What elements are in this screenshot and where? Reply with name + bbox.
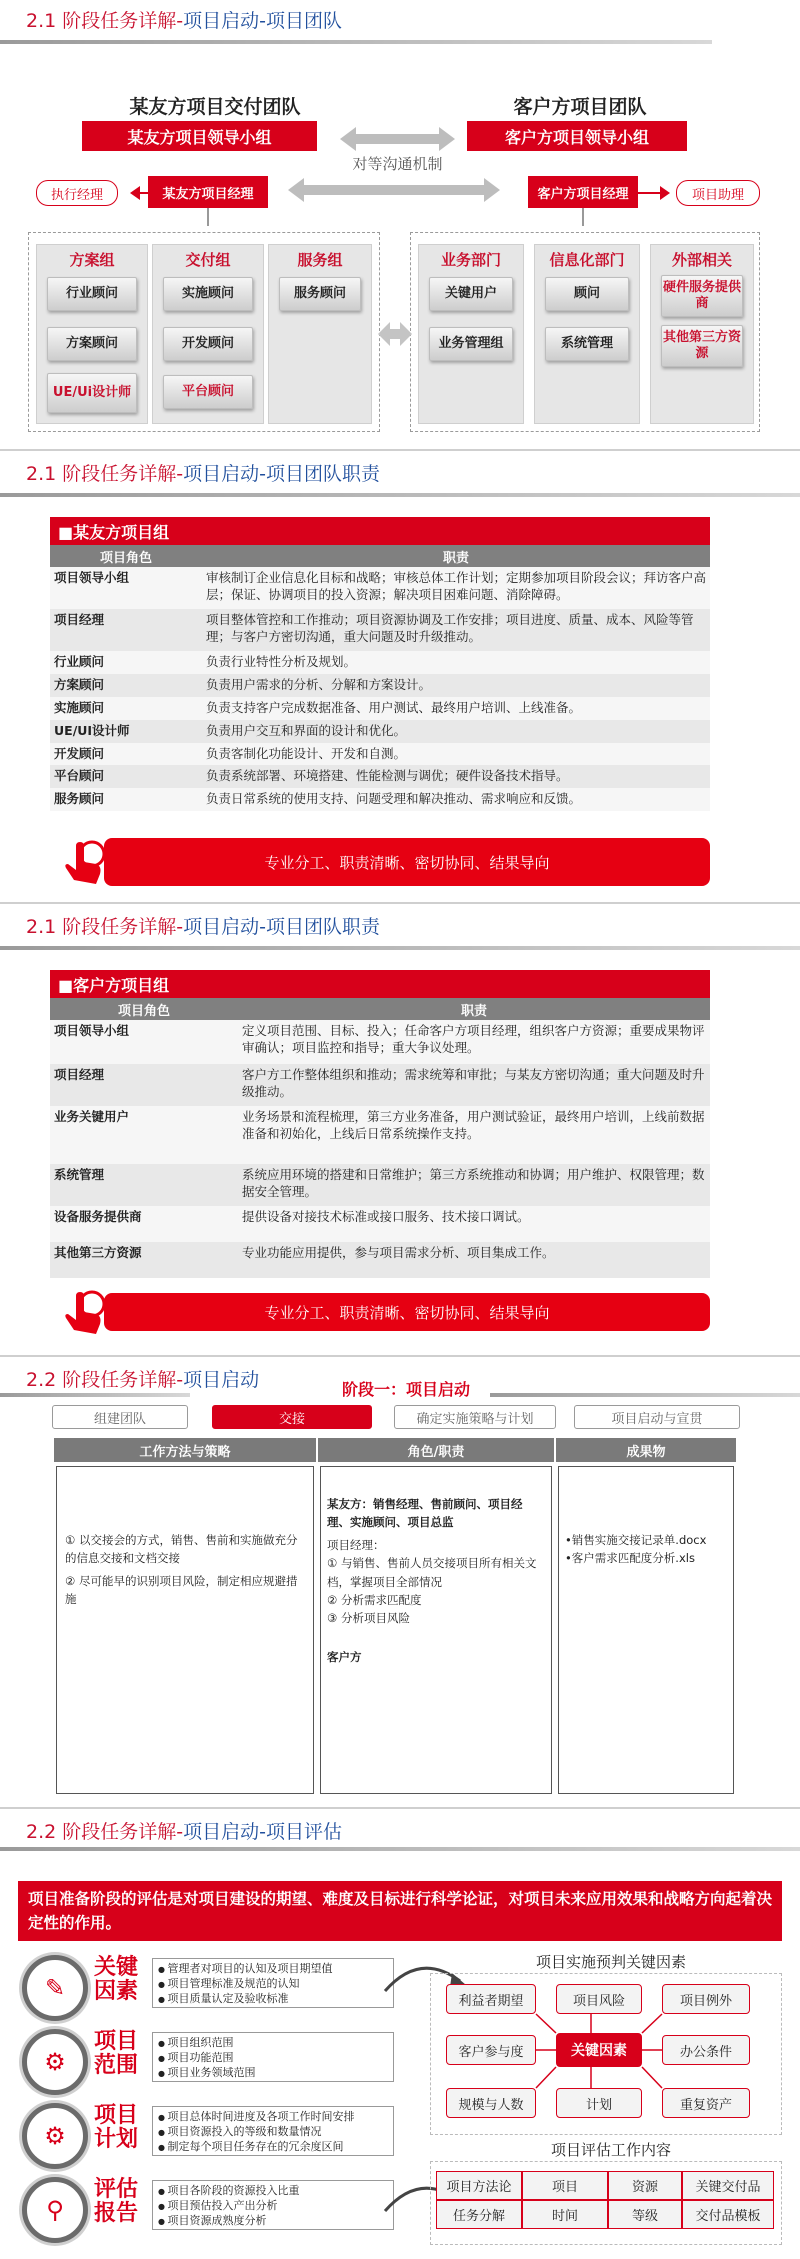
roles-pm-label: 项目经理： [327,1537,385,1552]
group-column [36,244,148,424]
role-box: 开发顾问 [163,327,253,361]
role-box: 行业顾问 [47,277,137,311]
group-bar: ■某友方项目组 [50,517,710,545]
slide-client-duties [0,906,800,1357]
group-title: 业务部门 [440,251,501,269]
client-pm: 客户方项目经理 [528,176,638,208]
duty-cell: 业务场景和流程梳理，第三方业务准备，用户测试验证，最终用户培训，上线前数据准备和初始化，上线后日常系统操作支持。 [238,1106,710,1164]
duty-table [50,998,710,1278]
role-box: 顾问 [545,277,629,311]
group-column [650,244,754,424]
double-arrow-icon [340,127,455,151]
connector [207,208,209,226]
table-row [50,1164,710,1206]
duty-cell: 负责行业特性分析及规划。 [202,651,710,674]
table-row [50,1242,710,1278]
item-label: 项目范围 [93,2029,138,2079]
title-underline [0,946,800,950]
table-header: 职责 [238,998,710,1020]
column-header: 工作方法与策略 [54,1438,316,1462]
item-bullets: ● 项目组织范围 ● 项目功能范围 ● 项目业务领域范围 [152,2032,394,2082]
item-bullets: ● 管理者对项目的认知及项目期望值 ● 项目管理标准及规范的认知 ● 项目质量认定及验收标准 [152,1958,394,2008]
outputs-pane [558,1466,734,1794]
slide-title: 2.2 阶段任务详解-项目启动-项目评估 [26,1821,342,1843]
duty-cell: 负责用户交互和界面的设计和优化。 [202,720,710,743]
eval-cell: 关键交付品 [682,2171,774,2200]
group-column [534,244,640,424]
eval-cell: 任务分解 [436,2200,522,2229]
key-factor: 客户参与度 [446,2035,536,2065]
group-title: 交付组 [185,251,231,269]
table-row [50,1020,710,1064]
group-bar: ■客户方项目组 [50,970,710,998]
role-cell: 系统管理 [50,1164,238,1206]
table-row [50,697,710,720]
column-header: 角色/职责 [318,1438,554,1462]
item-label: 项目计划 [93,2103,138,2153]
step-strategy: 确定实施策略与计划 [394,1405,556,1429]
role-cell: 行业顾问 [50,651,202,674]
duty-cell: 系统应用环境的搭建和日常维护；第三方系统推动和协调；用户维护、权限管理；数据安全管理。 [238,1164,710,1206]
table-row [50,651,710,674]
role-cell: 平台顾问 [50,765,202,788]
key-factor: 计划 [556,2088,642,2118]
methods-pane [56,1466,314,1794]
duty-cell: 审核制订企业信息化目标和战略；审核总体工作计划；定期参加项目阶段会议；拜访客户高层；保证、协调项目的投入资源；解决项目困难问题、消除障碍。 [202,567,710,609]
double-arrow-icon [288,178,500,202]
connector [138,192,148,194]
slide-evaluation [0,1811,800,2259]
key-factor: 办公条件 [662,2035,750,2065]
role-box: 系统管理 [545,327,629,361]
role-cell: 项目经理 [50,1064,238,1106]
method-item: ② 尽可能早的识别项目风险，制定相应规避措施 [65,1573,298,1607]
plan-icon: ⚙ [22,2103,88,2169]
communication-label: 对等沟通机制 [352,155,443,173]
output-item: •销售实施交接记录单.docx [565,1533,707,1547]
table-row [50,1064,710,1106]
step-build-team: 组建团队 [52,1405,188,1429]
title-underline [0,493,800,497]
key-factors-icon: ✎ [22,1955,88,2021]
report-icon: ⚲ [22,2177,88,2243]
vendor-pm: 某友方项目经理 [148,176,268,208]
roles-client-label: 客户方 [327,1649,362,1664]
table-row [50,765,710,788]
table-row [50,1106,710,1164]
role-cell: 实施顾问 [50,697,202,720]
title-underline [0,40,712,44]
key-factor-core: 关键因素 [556,2033,642,2067]
group-column [268,244,372,424]
client-team-title: 客户方项目团队 [513,96,647,118]
group-title: 信息化部门 [549,251,625,269]
key-factor: 项目风险 [556,1984,642,2014]
roles-vendor-title: 某友方：销售经理、售前顾问、项目经理、实施顾问、项目总监 [327,1497,523,1530]
table-row [50,743,710,766]
role-box: 实施顾问 [163,277,253,311]
table-row [50,674,710,697]
title-underline [490,1393,800,1397]
role-cell: 项目经理 [50,609,202,651]
eval-cell: 交付品模板 [682,2200,774,2229]
eval-cell: 项目 [522,2171,608,2200]
step-handover: 交接 [212,1405,372,1429]
item-label: 评估报告 [93,2177,138,2227]
table-header: 项目角色 [50,545,202,567]
item-bullets: ● 项目总体时间进度及各项工作时间安排 ● 项目资源投入的等级和数量情况 ● 制定每个项目任务存在的冗余度区间 [152,2106,394,2156]
client-leader-group: 客户方项目领导小组 [467,121,687,151]
arrow-icon [660,186,670,200]
duty-cell: 项目整体管控和工作推动；项目资源协调及工作安排；项目进度、质量、成本、风险等管理；与客户方密切沟通，重大问题及时升级推动。 [202,609,710,651]
role-box: 硬件服务提供商 [661,275,743,317]
key-factor: 利益者期望 [446,1984,536,2014]
table-row [50,1206,710,1242]
hand-pointer-icon [56,834,110,888]
role-item: ① 与销售、售前人员交接项目所有相关文档，掌握项目全部情况 [327,1556,537,1589]
table-row [50,567,710,609]
duty-cell: 负责系统部署、环境搭建、性能检测与调优；硬件设备技术指导。 [202,765,710,788]
role-cell: 业务关键用户 [50,1106,238,1164]
step-kickoff: 项目启动与宣贯 [574,1405,740,1429]
key-factor: 重复资产 [662,2088,750,2118]
role-cell: 项目领导小组 [50,567,202,609]
role-item: ② 分析需求匹配度 [327,1592,422,1607]
slide-handover [0,1359,800,1809]
connector [638,192,660,194]
double-arrow-icon [378,320,412,348]
roles-pane [320,1466,552,1794]
eval-cell: 时间 [522,2200,608,2229]
evaluation-banner: 项目准备阶段的评估是对项目建设的期望、难度及目标进行科学论证，对项目未来应用效果和战略方向起着决定性的作用。 [18,1881,782,1941]
scope-icon: ⚙ [22,2029,88,2095]
role-box: 服务顾问 [279,277,361,311]
role-box: 业务管理组 [429,327,513,361]
key-factors-title: 项目实施预判关键因素 [535,1953,686,1971]
duty-cell: 负责用户需求的分析、分解和方案设计。 [202,674,710,697]
connector-lines [430,1973,782,2135]
role-item: ③ 分析项目风险 [327,1611,410,1626]
table-row [50,720,710,743]
role-cell: 开发顾问 [50,743,202,766]
eval-cell: 等级 [608,2200,682,2229]
slide-title: 2.2 阶段任务详解-项目启动 [26,1369,260,1391]
table-header: 项目角色 [50,998,238,1020]
role-cell: 方案顾问 [50,674,202,697]
vendor-leader-group: 某友方项目领导小组 [82,121,317,151]
eval-cell: 资源 [608,2171,682,2200]
group-title: 方案组 [69,251,115,269]
column-header: 成果物 [556,1438,736,1462]
slide-project-team [0,0,800,451]
role-cell: 服务顾问 [50,788,202,811]
exec-manager: 执行经理 [36,180,118,206]
vendor-team-title: 某友方项目交付团队 [129,96,301,118]
item-bullets: ● 项目各阶段的资源投入比重 ● 项目预估投入产出分析 ● 项目资源成熟度分析 [152,2180,394,2230]
duty-cell: 负责支持客户完成数据准备、用户测试、最终用户培训、上线准备。 [202,697,710,720]
duty-cell: 定义项目范围、目标、投入；任命客户方项目经理，组织客户方资源；重要成果物评审确认；项目监控和指导；重大争议处理。 [238,1020,710,1064]
item-label: 关键因素 [93,1955,138,2005]
table-header: 职责 [202,545,710,567]
project-assistant: 项目助理 [676,180,760,206]
role-box: 关键用户 [429,277,513,311]
table-row [50,609,710,651]
slide-title: 2.1 阶段任务详解-项目启动-项目团队 [26,10,342,32]
duty-cell: 客户方工作整体组织和推动；需求统筹和审批；与某友方密切沟通；重大问题及时升级推动。 [238,1064,710,1106]
output-item: •客户需求匹配度分析.xls [565,1551,695,1566]
eval-title: 项目评估工作内容 [550,2141,671,2159]
role-cell: 设备服务提供商 [50,1206,238,1242]
role-cell: 其他第三方资源 [50,1242,238,1278]
role-cell: 项目领导小组 [50,1020,238,1064]
key-factor: 规模与人数 [446,2088,536,2118]
footer-bar: 专业分工、职责清晰、密切协同、结果导向 [104,838,710,886]
group-column [152,244,264,424]
duty-table [50,545,710,811]
slide-vendor-duties [0,453,800,904]
group-title: 服务组 [297,251,343,269]
title-underline [0,1393,190,1397]
group-title: 外部相关 [671,251,732,269]
hand-pointer-icon [56,1284,110,1338]
method-item: ① 以交接会的方式，销售、售前和实施做充分的信息交接和文档交接 [65,1533,298,1566]
duty-cell: 负责日常系统的使用支持、问题受理和解决推动、需求响应和反馈。 [202,788,710,811]
stage-title: 阶段一：项目启动 [341,1380,470,1399]
slide-title: 2.1 阶段任务详解-项目启动-项目团队职责 [26,463,380,485]
role-cell: UE/UI设计师 [50,720,202,743]
role-box: 方案顾问 [47,327,137,361]
group-column [418,244,524,424]
slide-title: 2.1 阶段任务详解-项目启动-项目团队职责 [26,916,380,938]
duty-cell: 专业功能应用提供，参与项目需求分析、项目集成工作。 [238,1242,710,1278]
role-box: 其他第三方资源 [661,325,743,367]
connector [582,208,584,226]
title-underline [0,1847,800,1851]
key-factor: 项目例外 [662,1984,750,2014]
duty-cell: 提供设备对接技术标准或接口服务、技术接口调试。 [238,1206,710,1242]
role-box: 平台顾问 [163,375,253,409]
duty-cell: 负责客制化功能设计、开发和自测。 [202,743,710,766]
eval-cell: 项目方法论 [436,2171,522,2200]
footer-bar: 专业分工、职责清晰、密切协同、结果导向 [104,1293,710,1331]
table-row [50,788,710,811]
role-box: UE/Ui设计师 [47,373,137,413]
